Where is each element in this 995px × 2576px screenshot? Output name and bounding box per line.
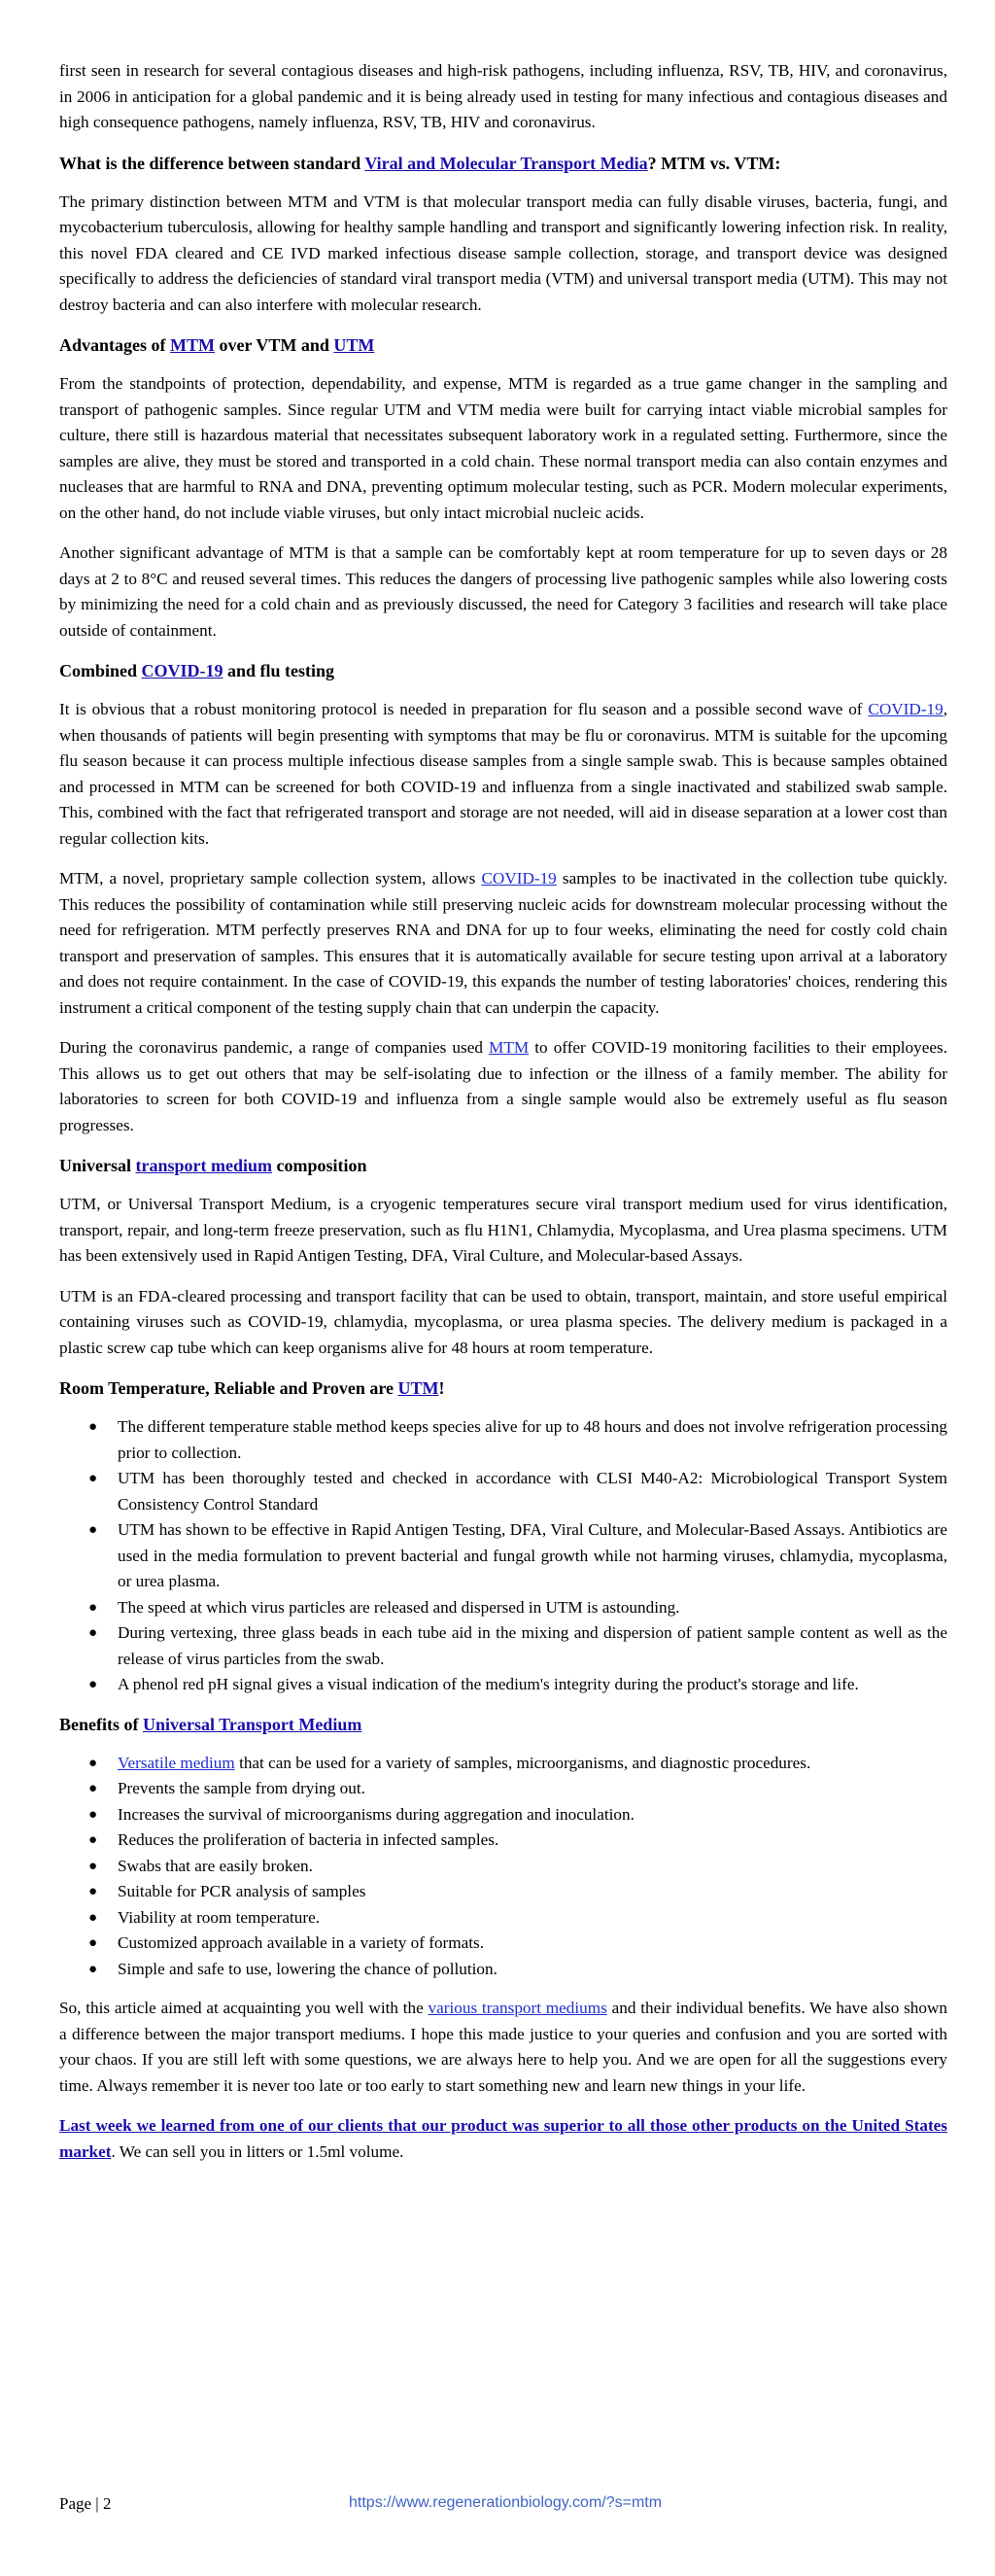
list-item: ● Suitable for PCR analysis of samples <box>59 1879 947 1905</box>
link-various-transport-mediums[interactable]: various transport mediums <box>428 1999 607 2017</box>
list-item: ● During vertexing, three glass beads in each tube aid in the mixing and dispersion of patient sample content as well as the release of virus particles from the swab. <box>59 1620 947 1672</box>
bullet-icon: ● <box>88 1599 98 1616</box>
section-heading-utm-composition: Universal transport medium composition <box>59 1156 367 1175</box>
paragraph: UTM is an FDA-cleared processing and transport facility that can be used to obtain, transport, maintain, and store useful empirical containing viruses such as COVID-19, chlamydia, mycoplasma, or urea plasma species. The delivery medium is packaged in a plastic screw cap tube which can keep organisms alive for 48 hours at room temperature. <box>59 1286 947 1357</box>
bullet-icon: ● <box>88 1755 98 1771</box>
closing-paragraph: So, this article aimed at acquainting you well with the various transport mediums and their individual benefits. We have also shown a difference between the major transport mediums. I hope this made justice to your queries and confusion and you are sorted with your chaos. If you are still left with some questions, we are always here to help you. And we are open for all the suggestions every time. Always remember it is never too late or too early to start something new and learn new things in your life. <box>59 1999 947 2095</box>
bullet-icon: ● <box>88 1961 98 1977</box>
paragraph: Another significant advantage of MTM is that a sample can be comfortably kept at room temperature for up to seven days or 28 days at 2 to 8°C and reused several times. This reduces the dangers of processing live pathogenic samples while also lowering costs by minimizing the need for a cold chain and as previously discussed, the need for Category 3 facilities and research will take place outside of containment. <box>59 543 947 640</box>
section-heading-room-temperature: Room Temperature, Reliable and Proven are UTM! <box>59 1378 445 1398</box>
list-item: ● Customized approach available in a variety of formats. <box>59 1931 947 1957</box>
section-heading-covid-flu: Combined COVID-19 and flu testing <box>59 661 335 680</box>
paragraph: UTM, or Universal Transport Medium, is a cryogenic temperatures secure viral transport medium used for virus identification, transport, repair, and long-term freeze preservation, such as flu H1N1, Chlamydia, Mycoplasma, and Urea plasma specimens. UTM has been extensively used in Rapid Antigen Testing, DFA, Viral Culture, and Molecular-based Assays. <box>59 1195 947 1265</box>
paragraph: From the standpoints of protection, dependability, and expense, MTM is regarded as a true game changer in the sampling and transport of pathogenic samples. Since regular UTM and VTM media were built for carrying intact viable microbial samples for culture, there still is hazardous material that necessitates subsequent laboratory work in a regulated setting. Furthermore, since the samples are alive, they must be stored and transported in a cold chain. These normal transport media can also contain enzymes and nucleases that are harmful to RNA and DNA, preventing optimum molecular testing, such as PCR. Modern molecular experiments, on the other hand, do not include viable viruses, but only intact microbial nucleic acids. <box>59 374 947 522</box>
list-item: ● A phenol red pH signal gives a visual indication of the medium's integrity during the product's storage and life. <box>59 1672 947 1698</box>
paragraph: It is obvious that a robust monitoring protocol is needed in preparation for flu season and a possible second wave of COVID-19, when thousands of patients will begin presenting with symptoms that may be flu or coronavirus. MTM is suitable for the upcoming flu season because it can process multiple infectious disease samples from a single sample swab. This is because samples obtained and processed in MTM can be screened for both COVID-19 and influenza from a single inactivated and stabilized swab sample. This, combined with the fact that refrigerated transport and storage are not needed, will aid in disease separation at a lower cost than regular collection kits. <box>59 700 947 848</box>
closing-cta-paragraph: Last week we learned from one of our clients that our product was superior to all those other products on the United States market. We can sell you in litters or 1.5ml volume. <box>59 2116 947 2161</box>
link-us-market-claim[interactable]: Last week we learned from one of our clients that our product was superior to all those other products on the United States market <box>59 2116 947 2161</box>
bullet-list-benefits <box>59 1751 947 1983</box>
document-page <box>59 58 947 2179</box>
bullet-icon: ● <box>88 1419 98 1435</box>
list-item: ● Simple and safe to use, lowering the chance of pollution. <box>59 1957 947 1983</box>
list-item: ● UTM has been thoroughly tested and checked in accordance with CLSI M40-A2: Microbiological Transport System Consistency Control Standard <box>59 1466 947 1517</box>
bullet-icon: ● <box>88 1522 98 1538</box>
list-item: ● Versatile medium that can be used for a variety of samples, microorganisms, and diagnostic procedures. <box>59 1751 947 1777</box>
section-heading-benefits: Benefits of Universal Transport Medium <box>59 1714 362 1734</box>
page-footer <box>59 2494 947 2524</box>
link-viral-molecular-transport-media[interactable]: Viral and Molecular Transport Media <box>364 153 648 173</box>
list-item: ● Prevents the sample from drying out. <box>59 1776 947 1802</box>
list-item: ● The different temperature stable method keeps species alive for up to 48 hours and does not involve refrigeration processing prior to collection. <box>59 1414 947 1466</box>
list-item: ● Reduces the proliferation of bacteria in infected samples. <box>59 1828 947 1854</box>
bullet-list-utm-features <box>59 1414 947 1698</box>
paragraph: MTM, a novel, proprietary sample collection system, allows COVID-19 samples to be inactivated in the collection tube quickly. This reduces the possibility of contamination while still preserving nucleic acids for downstream molecular processing without the need for refrigeration. MTM perfectly preserves RNA and DNA for up to four weeks, eliminating the need for costly cold chain transport and preservation of samples. This ensures that it is automatically available for secure testing upon arrival at a laboratory and does not require containment. In the case of COVID-19, this expands the number of testing laboratories' choices, rendering this instrument a critical component of the testing supply chain that can underpin the capacity. <box>59 869 947 1017</box>
list-item: ● Swabs that are easily broken. <box>59 1854 947 1880</box>
bullet-icon: ● <box>88 1625 98 1641</box>
intro-paragraph: first seen in research for several contagious diseases and high-risk pathogens, including influenza, RSV, TB, HIV, and coronavirus, in 2006 in anticipation for a global pandemic and it is being already used in testing for many infectious and contagious diseases and high consequence pathogens, namely influenza, RSV, TB, HIV and coronavirus. <box>59 61 947 131</box>
link-covid-19-inline[interactable]: COVID-19 <box>481 869 557 888</box>
bullet-icon: ● <box>88 1884 98 1899</box>
footer-url[interactable]: https://www.regenerationbiology.com/?s=mtm <box>349 2494 663 2511</box>
link-versatile-medium[interactable]: Versatile medium <box>118 1753 235 1772</box>
bullet-icon: ● <box>88 1471 98 1486</box>
link-covid-19[interactable]: COVID-19 <box>141 661 223 680</box>
bullet-icon: ● <box>88 1832 98 1848</box>
list-item: ● Viability at room temperature. <box>59 1905 947 1932</box>
list-item: ● Increases the survival of microorganisms during aggregation and inoculation. <box>59 1802 947 1828</box>
paragraph: The primary distinction between MTM and VTM is that molecular transport media can fully disable viruses, bacteria, fungi, and mycobacterium tuberculosis, allowing for healthy sample handling and transport and significantly lowering infection risk. In reality, this novel FDA cleared and CE IVD marked infectious disease sample collection, storage, and transport device was designed specifically to address the deficiencies of standard viral transport media (VTM) and universal transport media (UTM). This may not destroy bacteria and can also interfere with molecular research. <box>59 191 947 314</box>
section-heading-mtm-vs-vtm: What is the difference between standard Viral and Molecular Transport Media? MTM vs. VTM: <box>59 153 781 173</box>
link-utm[interactable]: UTM <box>333 335 375 355</box>
bullet-icon: ● <box>88 1781 98 1796</box>
bullet-icon: ● <box>88 1677 98 1692</box>
link-mtm-inline[interactable]: MTM <box>489 1038 530 1057</box>
list-item: ● UTM has shown to be effective in Rapid Antigen Testing, DFA, Viral Culture, and Molecular-Based Assays. Antibiotics are used in the media formulation to prevent bacterial and fungal growth while not harming viruses, chlamydia, mycoplasma, or urea plasma. <box>59 1517 947 1595</box>
link-covid-19-inline[interactable]: COVID-19 <box>868 700 944 718</box>
list-item: ● The speed at which virus particles are released and dispersed in UTM is astounding. <box>59 1595 947 1621</box>
link-universal-transport-medium[interactable]: Universal Transport Medium <box>142 1714 362 1734</box>
bullet-icon: ● <box>88 1858 98 1874</box>
link-mtm[interactable]: MTM <box>170 335 215 355</box>
bullet-icon: ● <box>88 1909 98 1926</box>
section-heading-advantages: Advantages of MTM over VTM and UTM <box>59 335 375 355</box>
page-number: Page | 2 <box>59 2494 112 2513</box>
link-utm[interactable]: UTM <box>397 1378 439 1398</box>
paragraph: During the coronavirus pandemic, a range of companies used MTM to offer COVID-19 monitoring facilities to their employees. This allows us to get out others that may be self-isolating due to infection or the illness of a family member. The ability for laboratories to screen for both COVID-19 and influenza from a single sample would also be extremely useful as flu season progresses. <box>59 1038 947 1134</box>
link-transport-medium[interactable]: transport medium <box>135 1156 272 1175</box>
bullet-icon: ● <box>88 1935 98 1951</box>
bullet-icon: ● <box>88 1806 98 1823</box>
